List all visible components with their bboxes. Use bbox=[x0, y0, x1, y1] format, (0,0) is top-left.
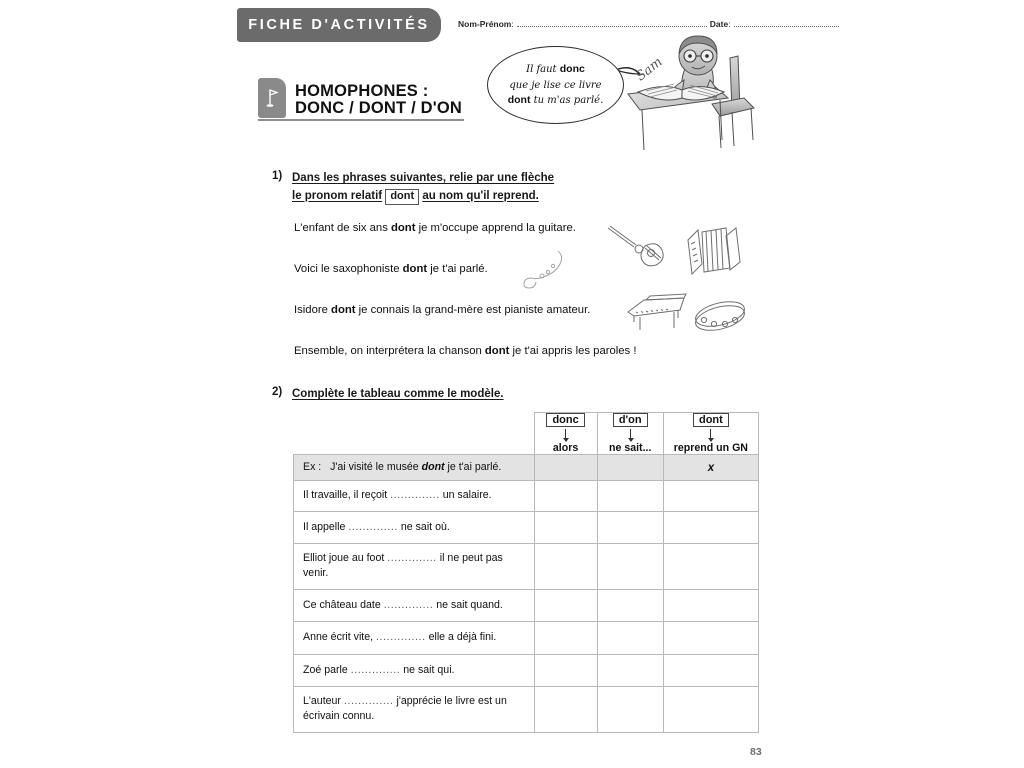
lesson-title-block bbox=[258, 78, 462, 118]
sentence-post: je connais la grand-mère est pianiste amateur. bbox=[355, 304, 591, 316]
column-header-dont-word: dont bbox=[693, 413, 729, 427]
title-underline-rule bbox=[258, 119, 464, 121]
exercise-2-heading bbox=[272, 386, 504, 404]
table-body bbox=[294, 455, 759, 733]
answer-cell-donc[interactable] bbox=[534, 686, 597, 732]
date-write-line[interactable] bbox=[734, 26, 839, 27]
date-label: Date bbox=[709, 19, 729, 29]
row-blank[interactable]: .............. bbox=[348, 520, 398, 533]
answer-cell-don[interactable] bbox=[597, 654, 663, 686]
answer-cell-don[interactable] bbox=[597, 544, 663, 590]
row-post: j'apprécie le livre est un écrivain connu. bbox=[303, 694, 507, 723]
row-sentence-cell bbox=[294, 511, 535, 543]
table-row bbox=[294, 589, 759, 621]
answer-cell-dont[interactable] bbox=[663, 686, 758, 732]
exercise-1-instruction-line1: Dans les phrases suivantes, relie par une flèche bbox=[292, 172, 555, 184]
column-header-donc bbox=[534, 413, 597, 455]
answer-cell-donc[interactable] bbox=[534, 481, 597, 511]
row-blank[interactable]: .............. bbox=[390, 489, 440, 502]
flag-icon bbox=[258, 78, 286, 118]
piano-icon bbox=[624, 290, 690, 334]
row-pre: Zoé parle bbox=[303, 663, 351, 676]
answer-cell-dont[interactable] bbox=[663, 544, 758, 590]
row-blank[interactable]: .............. bbox=[350, 663, 401, 676]
example-mark-dont: x bbox=[707, 461, 715, 474]
sentence-keyword: dont bbox=[391, 222, 416, 234]
exercise-2-instructions: Complète le tableau comme le modèle. bbox=[292, 388, 504, 400]
column-header-don-word: d'on bbox=[613, 413, 648, 427]
table-row bbox=[294, 481, 759, 511]
down-arrow-icon bbox=[710, 429, 711, 441]
sentence-pre: Isidore bbox=[294, 304, 332, 316]
example-keyword: dont bbox=[421, 461, 445, 473]
sentence-pre: Voici le saxophoniste bbox=[294, 263, 403, 275]
table-row bbox=[294, 622, 759, 654]
exercise-1-instruction-line2a: le pronom relatif bbox=[292, 189, 383, 202]
answer-cell-don[interactable] bbox=[597, 481, 663, 511]
speech-line-3-text: tu m'as parlé. bbox=[530, 94, 604, 106]
page-title-line2: DONC / DONT / D'ON bbox=[295, 98, 463, 117]
page-title bbox=[295, 83, 462, 118]
exercise-1-boxed-word: dont bbox=[385, 189, 419, 205]
answer-cell-don[interactable] bbox=[597, 622, 663, 654]
example-sentence-cell bbox=[294, 455, 535, 481]
exercise-1-sentence[interactable] bbox=[294, 304, 637, 316]
row-pre: Il appelle bbox=[303, 520, 349, 533]
exercise-1-sentence[interactable] bbox=[294, 345, 637, 357]
row-sentence-cell bbox=[294, 654, 535, 686]
row-pre: Il travaille, il reçoit bbox=[303, 489, 391, 502]
column-header-don bbox=[597, 413, 663, 455]
sentence-pre: L'enfant de six ans bbox=[294, 222, 391, 234]
answer-cell-dont[interactable] bbox=[663, 481, 758, 511]
character-name-label: Sam bbox=[633, 54, 666, 85]
answer-cell-don[interactable] bbox=[597, 589, 663, 621]
row-blank[interactable]: .............. bbox=[387, 552, 437, 565]
row-post: il ne peut pas venir. bbox=[303, 552, 503, 580]
speech-bubble bbox=[487, 46, 624, 124]
row-sentence-cell bbox=[294, 481, 535, 511]
accordion-icon bbox=[682, 224, 744, 280]
row-post: ne sait où. bbox=[397, 520, 450, 533]
sentence-keyword: dont bbox=[402, 263, 428, 275]
exercise-1-instructions bbox=[292, 170, 554, 206]
answer-cell-dont[interactable] bbox=[663, 622, 758, 654]
down-arrow-icon bbox=[565, 429, 566, 441]
answer-cell-donc[interactable] bbox=[534, 544, 597, 590]
exercise-2-number: 2) bbox=[272, 386, 283, 398]
table-row bbox=[294, 654, 759, 686]
sentence-post: je t'ai appris les paroles ! bbox=[509, 345, 637, 357]
tambourine-icon bbox=[692, 298, 748, 338]
answer-cell-donc[interactable] bbox=[534, 654, 597, 686]
row-sentence-cell bbox=[294, 589, 535, 621]
worksheet-type-tab bbox=[237, 8, 441, 42]
exercise-1-number: 1) bbox=[272, 170, 283, 182]
answer-cell-dont[interactable] bbox=[663, 589, 758, 621]
answer-cell-donc[interactable] bbox=[534, 511, 597, 543]
row-blank[interactable]: .............. bbox=[376, 631, 426, 644]
column-header-donc-word: donc bbox=[546, 413, 584, 427]
answer-cell-don[interactable] bbox=[597, 686, 663, 732]
sentence-keyword: dont bbox=[331, 304, 356, 316]
saxophone-icon bbox=[516, 248, 570, 290]
row-sentence-cell bbox=[294, 686, 535, 732]
row-post: un salaire. bbox=[439, 489, 492, 502]
sentence-keyword: dont bbox=[484, 345, 510, 357]
speech-line-3 bbox=[508, 93, 604, 109]
speech-keyword-donc: donc bbox=[559, 62, 585, 75]
answer-cell-don[interactable] bbox=[597, 511, 663, 543]
sentence-pre: Ensemble, on interprétera la chanson bbox=[294, 345, 485, 357]
example-label: Ex : bbox=[303, 461, 322, 473]
worksheet-type-label: FICHE D'ACTIVITÉS bbox=[248, 17, 430, 33]
table-row-example bbox=[294, 455, 759, 481]
row-blank[interactable]: .............. bbox=[343, 694, 394, 707]
table-header-row bbox=[294, 413, 759, 455]
speech-line-1-text: Il faut bbox=[526, 63, 560, 75]
name-label: Nom-Prénom bbox=[458, 19, 512, 29]
row-sentence-cell bbox=[294, 622, 535, 654]
answer-cell-donc[interactable] bbox=[534, 622, 597, 654]
header-empty-cell bbox=[294, 413, 535, 455]
speech-line-2: que je lise ce livre bbox=[509, 79, 602, 91]
exercise-1-sentence-list bbox=[294, 222, 637, 386]
sentence-post: je t'ai parlé. bbox=[427, 263, 488, 275]
sentence-post: je m'occupe apprend la guitare. bbox=[415, 222, 576, 234]
column-header-dont-sub: reprend un GN bbox=[673, 442, 748, 454]
answer-cell-dont[interactable] bbox=[663, 511, 758, 543]
answer-cell-donc[interactable] bbox=[534, 589, 597, 621]
exercise-1-heading bbox=[272, 170, 554, 206]
table-row bbox=[294, 544, 759, 590]
example-pre: J'ai visité le musée bbox=[330, 461, 422, 473]
name-write-line[interactable] bbox=[517, 26, 707, 27]
table-row bbox=[294, 511, 759, 543]
exercise-1-sentence[interactable] bbox=[294, 222, 637, 234]
exercise-1-instruction-line2b: au nom qu'il reprend. bbox=[422, 189, 539, 202]
answer-cell-dont[interactable] bbox=[663, 654, 758, 686]
row-sentence-cell bbox=[294, 544, 535, 590]
row-pre: L'auteur bbox=[303, 694, 344, 707]
row-blank[interactable]: .............. bbox=[383, 598, 434, 611]
name-colon: : bbox=[511, 19, 514, 29]
page-number: 83 bbox=[750, 746, 762, 758]
example-post: je t'ai parlé. bbox=[444, 461, 502, 473]
table-row bbox=[294, 686, 759, 732]
column-header-donc-sub: alors bbox=[552, 442, 579, 454]
row-pre: Anne écrit vite, bbox=[303, 631, 377, 644]
page-title-line1: HOMOPHONES : bbox=[295, 81, 429, 100]
guitar-icon bbox=[604, 222, 672, 270]
row-pre: Elliot joue au foot bbox=[303, 552, 388, 565]
row-post: ne sait quand. bbox=[433, 598, 503, 611]
exercise-1-sentence[interactable] bbox=[294, 263, 637, 275]
speech-line-1 bbox=[526, 62, 585, 78]
exercise-2-table bbox=[293, 412, 759, 733]
column-header-dont bbox=[663, 413, 758, 455]
row-post: elle a déjà fini. bbox=[425, 631, 497, 644]
row-pre: Ce château date bbox=[303, 598, 384, 611]
boy-reading-illustration bbox=[620, 28, 780, 153]
date-colon: : bbox=[728, 19, 731, 29]
column-header-don-sub: ne sait... bbox=[609, 442, 652, 454]
speech-keyword-dont: dont bbox=[507, 93, 531, 106]
row-post: ne sait qui. bbox=[400, 663, 455, 676]
down-arrow-icon bbox=[630, 429, 631, 441]
